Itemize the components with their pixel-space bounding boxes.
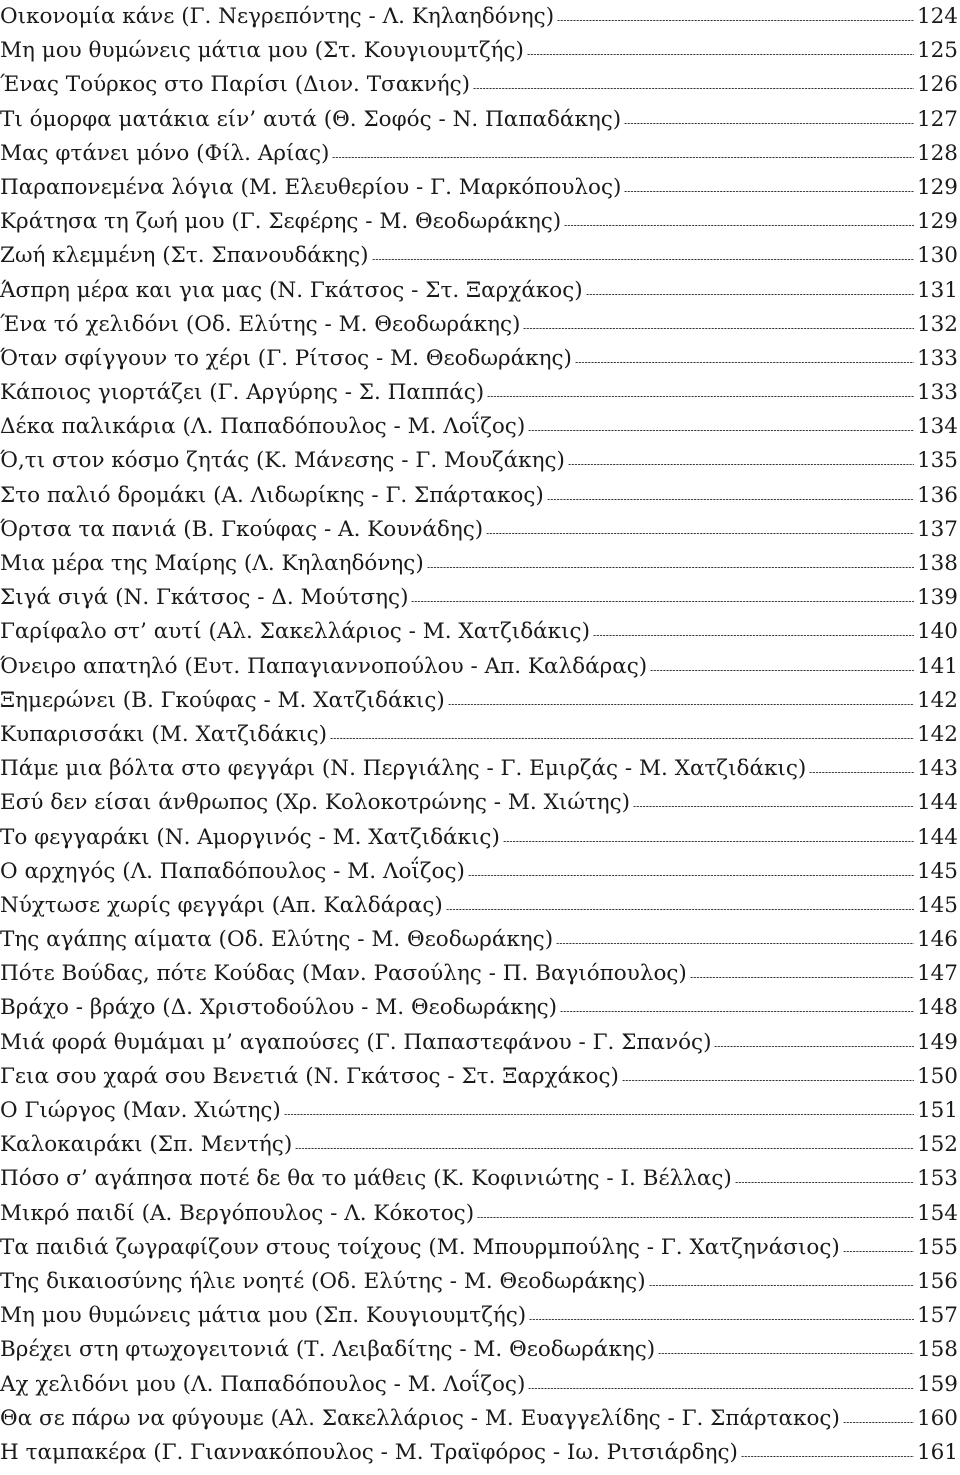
toc-entry-title: Γαρίφαλο στ’ αυτί (Αλ. Σακελλάριος - Μ. Χατζιδάκις) — [0, 619, 590, 645]
toc-entry-page-number: 130 — [916, 243, 958, 269]
dot-leader — [735, 1182, 914, 1183]
toc-entry-title: Θα σε πάρω να φύγουμε (Αλ. Σακελλάριος - Μ. Ευαγγελίδης - Γ. Σπάρτακος) — [0, 1405, 840, 1431]
dot-leader — [690, 977, 914, 978]
toc-entry-page-number: 146 — [916, 927, 958, 953]
toc-entry — [0, 615, 958, 649]
toc-entry — [0, 103, 958, 137]
toc-entry-title: Ο αρχηγός (Λ. Παπαδόπουλος - Μ. Λοΐζος) — [0, 858, 465, 884]
toc-entry-page-number: 126 — [916, 72, 958, 98]
toc-entry-title: Μιά φορά θυμάμαι μ’ αγαπούσες (Γ. Παπαστεφάνου - Γ. Σπανός) — [0, 1029, 712, 1055]
dot-leader — [295, 1148, 914, 1149]
toc-entry-title: Βρέχει στη φτωχογειτονιά (Τ. Λειβαδίτης - Μ. Θεοδωράκης) — [0, 1337, 656, 1363]
dot-leader — [523, 328, 914, 329]
toc-entry-page-number: 158 — [916, 1337, 958, 1363]
dot-leader — [332, 157, 914, 158]
toc-entry-page-number: 138 — [916, 551, 958, 576]
dot-leader — [446, 909, 914, 910]
toc-entry — [0, 957, 958, 991]
toc-entry-title: Ξημερώνει (Β. Γκούφας - Μ. Χατζιδάκις) — [0, 687, 445, 713]
toc-entry-page-number: 151 — [916, 1098, 958, 1123]
toc-entry-title: Πότε Βούδας, πότε Κούδας (Μαν. Ρασούλης - Π. Βαγιόπουλος) — [0, 961, 687, 987]
toc-entry — [0, 1402, 958, 1436]
toc-entry — [0, 308, 958, 342]
toc-entry-page-number: 133 — [916, 345, 958, 371]
toc-entry — [0, 991, 958, 1025]
toc-entry — [0, 444, 958, 478]
toc-entry-page-number: 153 — [916, 1166, 958, 1192]
toc-entry — [0, 718, 958, 752]
toc-entry — [0, 1333, 958, 1367]
toc-entry — [0, 479, 958, 513]
toc-entry-page-number: 135 — [916, 448, 958, 474]
toc-entry — [0, 376, 958, 410]
dot-leader — [557, 20, 914, 21]
toc-entry-title: Μη μου θυμώνεις μάτια μου (Στ. Κουγιουμτζής) — [0, 38, 524, 64]
toc-entry-page-number: 156 — [916, 1268, 958, 1294]
dot-leader — [809, 772, 914, 773]
toc-entry — [0, 1231, 958, 1265]
toc-entry-page-number: 145 — [916, 892, 958, 918]
toc-entry-page-number: 154 — [916, 1200, 958, 1226]
dot-leader — [427, 567, 914, 568]
toc-entry-page-number: 128 — [916, 140, 958, 166]
toc-entry-page-number: 140 — [916, 619, 958, 645]
toc-entry-page-number: 132 — [916, 311, 958, 337]
toc-entry-title: Καλοκαιράκι (Σπ. Μεντής) — [0, 1132, 293, 1158]
dot-leader — [528, 1388, 914, 1389]
dot-leader — [622, 1080, 914, 1081]
toc-entry — [0, 684, 958, 718]
toc-entry-title: Όταν σφίγγουν το χέρι (Γ. Ρίτσος - Μ. Θεοδωράκης) — [0, 345, 572, 371]
toc-entry-page-number: 137 — [916, 516, 958, 542]
toc-entry-title: Πάμε μια βόλτα στο φεγγάρι (Ν. Περγιάλης - Γ. Εμιρζάς - Μ. Χατζιδάκις) — [0, 756, 807, 782]
toc-entry-page-number: 161 — [916, 1439, 958, 1465]
toc-entry-page-number: 141 — [916, 653, 958, 679]
toc-entry-title: Το φεγγαράκι (Ν. Αμοργινός - Μ. Χατζιδάκις) — [0, 824, 500, 850]
dot-leader — [741, 1456, 914, 1457]
toc-entry — [0, 171, 958, 205]
dot-leader — [568, 464, 914, 465]
toc-entry-title: Βράχο - βράχο (Δ. Χριστοδούλου - Μ. Θεοδωράκης) — [0, 995, 558, 1021]
toc-entry-page-number: 149 — [916, 1029, 958, 1055]
toc-entry — [0, 410, 958, 444]
toc-entry — [0, 855, 958, 889]
dot-leader — [503, 841, 914, 842]
toc-entry-page-number: 131 — [916, 277, 958, 303]
toc-entry-page-number: 143 — [916, 756, 958, 782]
toc-entry-title: Άσπρη μέρα και για μας (Ν. Γκάτσος - Στ. Ξαρχάκος) — [0, 277, 583, 303]
toc-entry-title: Εσύ δεν είσαι άνθρωπος (Χρ. Κολοκοτρώνης - Μ. Χιώτης) — [0, 790, 631, 816]
toc-entry-title: Ο Γιώργος (Μαν. Χιώτης) — [0, 1098, 281, 1123]
toc-entry-title: Μια μέρα της Μαίρης (Λ. Κηλαηδόνης) — [0, 551, 424, 576]
toc-entry — [0, 1197, 958, 1231]
dot-leader — [486, 533, 914, 534]
toc-entry-title: Ό,τι στον κόσμο ζητάς (Κ. Μάνεσης - Γ. Μουζάκης) — [0, 448, 565, 474]
toc-entry — [0, 205, 958, 239]
dot-leader — [843, 1251, 914, 1252]
toc-entry — [0, 821, 958, 855]
dot-leader — [649, 1285, 914, 1286]
dot-leader — [372, 259, 914, 260]
toc-entry — [0, 34, 958, 68]
toc-entry-page-number: 139 — [916, 585, 958, 611]
toc-entry-page-number: 147 — [916, 961, 958, 987]
toc-entry — [0, 1060, 958, 1094]
toc-entry — [0, 239, 958, 273]
dot-leader — [624, 191, 914, 192]
toc-entry — [0, 889, 958, 923]
toc-entry-title: Μικρό παιδί (Α. Βεργόπουλος - Λ. Κόκοτος) — [0, 1200, 475, 1226]
toc-entry-page-number: 155 — [916, 1234, 958, 1260]
toc-entry — [0, 68, 958, 102]
toc-entry-title: Τα παιδιά ζωγραφίζουν στους τοίχους (Μ. Μπουρμπούλης - Γ. Χατζηνάσιος) — [0, 1234, 840, 1260]
toc-entry — [0, 342, 958, 376]
toc-entry — [0, 137, 958, 171]
toc-entry-title: Μας φτάνει μόνο (Φίλ. Αρίας) — [0, 140, 330, 166]
toc-entry — [0, 752, 958, 786]
toc-entry-title: Κυπαρισσάκι (Μ. Χατζιδάκις) — [0, 721, 328, 747]
dot-leader — [468, 875, 914, 876]
toc-entry — [0, 1162, 958, 1196]
dot-leader — [575, 362, 914, 363]
dot-leader — [547, 499, 914, 500]
toc-entry-page-number: 124 — [916, 4, 958, 29]
toc-entry-title: Της αγάπης αίματα (Οδ. Ελύτης - Μ. Θεοδωράκης) — [0, 927, 554, 953]
toc-entry-title: Δέκα παλικάρια (Λ. Παπαδόπουλος - Μ. Λοΐζος) — [0, 414, 526, 440]
dot-leader — [650, 670, 914, 671]
dot-leader — [330, 738, 914, 739]
dot-leader — [658, 1353, 914, 1354]
dot-leader — [528, 430, 914, 431]
toc-entry-page-number: 148 — [916, 995, 958, 1021]
toc-entry-title: Ένα τό χελιδόνι (Οδ. Ελύτης - Μ. Θεοδωράκης) — [0, 311, 521, 337]
dot-leader — [714, 1046, 913, 1047]
toc-entry-page-number: 136 — [916, 482, 958, 508]
toc-entry-page-number: 160 — [916, 1405, 958, 1431]
dot-leader — [527, 54, 914, 55]
toc-entry-page-number: 142 — [916, 687, 958, 713]
toc-entry-title: Κράτησα τη ζωή μου (Γ. Σεφέρης - Μ. Θεοδωράκης) — [0, 209, 562, 235]
toc-entry — [0, 1368, 958, 1402]
toc-entry-title: Αχ χελιδόνι μου (Λ. Παπαδόπουλος - Μ. Λοΐζος) — [0, 1371, 526, 1397]
toc-entry-page-number: 125 — [916, 38, 958, 64]
dot-leader — [633, 806, 914, 807]
toc-entry — [0, 786, 958, 820]
dot-leader — [487, 396, 914, 397]
dot-leader — [411, 601, 913, 602]
dot-leader — [593, 635, 914, 636]
dot-leader — [586, 294, 914, 295]
dot-leader — [624, 123, 914, 124]
toc-entry-page-number: 129 — [916, 209, 958, 235]
toc-entry — [0, 581, 958, 615]
toc-entry-title: Πόσο σ’ αγάπησα ποτέ δε θα το μάθεις (Κ. Κοφινιώτης - Ι. Βέλλας) — [0, 1166, 732, 1192]
toc-entry — [0, 1026, 958, 1060]
toc-entry-title: Οικονομία κάνε (Γ. Νεγρεπόντης - Λ. Κηλαηδόνης) — [0, 4, 555, 29]
toc-entry — [0, 1299, 958, 1333]
toc-entry — [0, 923, 958, 957]
toc-entry-title: Τι όμορφα ματάκια είν’ αυτά (Θ. Σοφός - Ν. Παπαδάκης) — [0, 106, 622, 132]
dot-leader — [284, 1114, 914, 1115]
toc-entry-title: Η ταμπακέρα (Γ. Γιαννακόπουλος - Μ. Τραϊφόρος - Ιω. Ριτσιάρδης) — [0, 1439, 738, 1465]
toc-entry-page-number: 145 — [916, 858, 958, 884]
toc-entry-title: Νύχτωσε χωρίς φεγγάρι (Απ. Καλδάρας) — [0, 892, 443, 918]
toc-entry — [0, 0, 958, 34]
dot-leader — [473, 88, 914, 89]
toc-entry-page-number: 144 — [916, 824, 958, 850]
toc-entry-page-number: 134 — [916, 414, 958, 440]
toc-entry-title: Ζωή κλεμμένη (Στ. Σπανουδάκης) — [0, 243, 369, 269]
toc-entry — [0, 1436, 958, 1470]
toc-entry-title: Στο παλιό δρομάκι (Α. Λιδωρίκης - Γ. Σπάρτακος) — [0, 482, 544, 508]
toc-entry-page-number: 157 — [916, 1303, 958, 1329]
dot-leader — [477, 1217, 914, 1218]
toc-entry-title: Όρτσα τα πανιά (Β. Γκούφας - Α. Κουνάδης) — [0, 516, 484, 542]
toc-entry-title: Παραπονεμένα λόγια (Μ. Ελευθερίου - Γ. Μαρκόπουλος) — [0, 174, 622, 200]
toc-entry-page-number: 142 — [916, 721, 958, 747]
toc-entry — [0, 274, 958, 308]
toc-entry — [0, 547, 958, 581]
dot-leader — [556, 943, 914, 944]
toc-entry-title: Κάποιος γιορτάζει (Γ. Αργύρης - Σ. Παππάς) — [0, 380, 485, 406]
toc-entry-page-number: 144 — [916, 790, 958, 816]
toc-entry-title: Της δικαιοσύνης ήλιε νοητέ (Οδ. Ελύτης - Μ. Θεοδωράκης) — [0, 1268, 646, 1294]
toc-entry-page-number: 150 — [916, 1063, 958, 1089]
toc-entry-title: Μη μου θυμώνεις μάτια μου (Σπ. Κουγιουμτζής) — [0, 1303, 527, 1329]
toc-entry-page-number: 127 — [916, 106, 958, 132]
dot-leader — [560, 1011, 914, 1012]
toc-entry-title: Γεια σου χαρά σου Βενετιά (Ν. Γκάτσος - Στ. Ξαρχάκος) — [0, 1063, 619, 1089]
toc-entry-page-number: 129 — [916, 174, 958, 200]
dot-leader — [529, 1319, 914, 1320]
toc-entry — [0, 1265, 958, 1299]
toc-entry-title: Ένας Τούρκος στο Παρίσι (Διον. Τσακνής) — [0, 72, 471, 98]
toc-entry-title: Σιγά σιγά (Ν. Γκάτσος - Δ. Μούτσης) — [0, 585, 409, 611]
toc-entry-page-number: 159 — [916, 1371, 958, 1397]
toc-entry — [0, 1094, 958, 1128]
toc-entry-title: Όνειρο απατηλό (Ευτ. Παπαγιαννοπούλου - Απ. Καλδάρας) — [0, 653, 648, 679]
toc-entry-page-number: 152 — [916, 1132, 958, 1158]
toc-entry — [0, 650, 958, 684]
toc-entry-page-number: 133 — [916, 380, 958, 406]
dot-leader — [564, 225, 914, 226]
toc-entry — [0, 1128, 958, 1162]
dot-leader — [843, 1422, 914, 1423]
dot-leader — [448, 704, 914, 705]
toc-entry — [0, 513, 958, 547]
